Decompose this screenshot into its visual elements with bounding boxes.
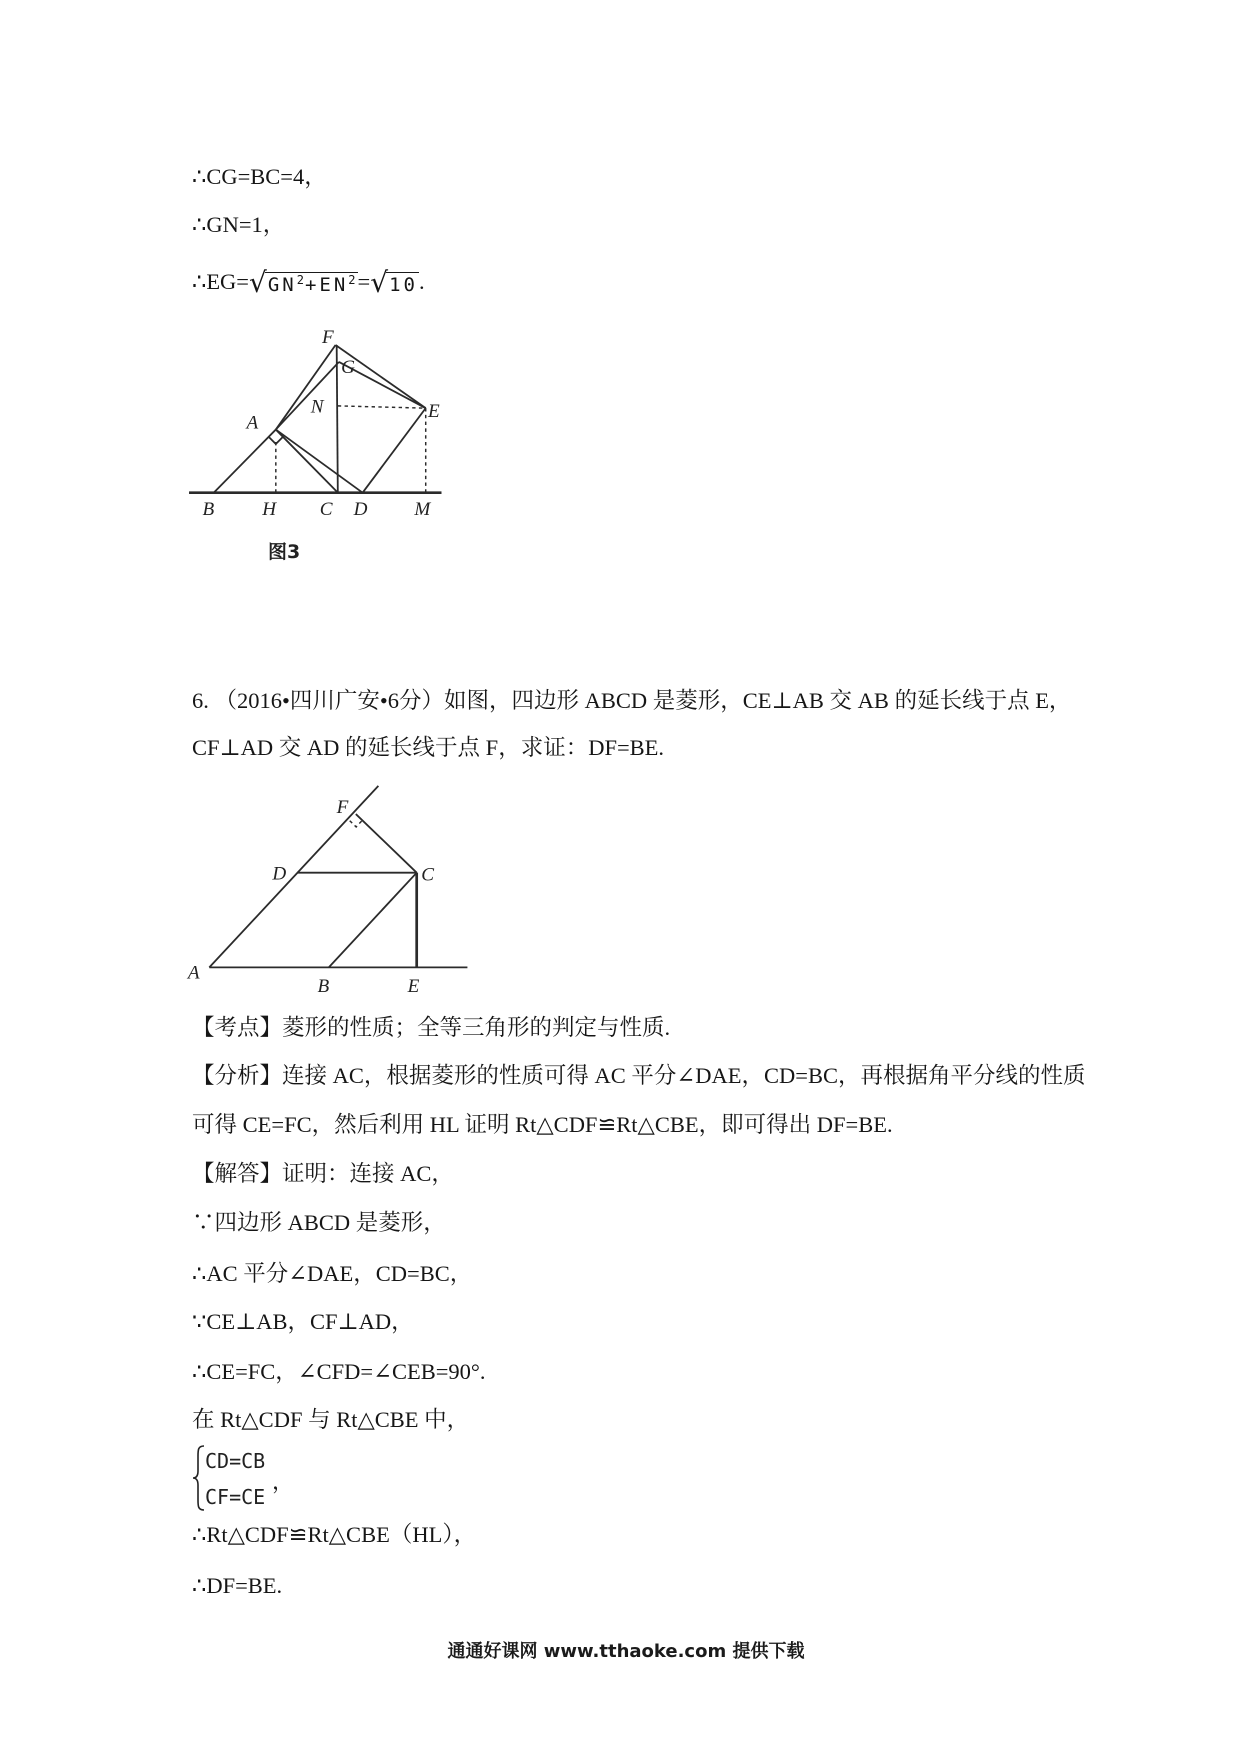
segment-ad: [276, 429, 363, 492]
point-label-m: M: [414, 499, 431, 521]
solution-line-eg: [192, 265, 425, 299]
proof-step-3: ∵CE⊥AB，CF⊥AD，: [192, 1309, 414, 1334]
exponent-en: 2: [348, 273, 357, 287]
point-label-e: E: [408, 975, 420, 997]
point-label-g: G: [341, 357, 356, 379]
proof-conclusion-2: ∴DF=BE.: [192, 1573, 283, 1598]
equation-system: [192, 1444, 295, 1514]
proof-step-2: ∴AC 平分∠DAE，CD=BC，: [192, 1261, 473, 1286]
point-label-a: A: [246, 412, 259, 434]
proof-step-4: ∴CE=FC，∠CFD=∠CEB=90°.: [192, 1359, 486, 1384]
problem-6-stem-line-1: 6. （2016•四川广安•6分）如图，四边形 ABCD 是菱形，CE⊥AB 交 AB 的延长线于点 E，: [192, 688, 1072, 713]
figure-3-caption: 图3: [268, 541, 301, 563]
point-label-c: C: [320, 499, 333, 521]
radical-gn-en: [249, 265, 358, 299]
point-label-h: H: [262, 499, 277, 521]
fenxi-tag: 【分析】: [192, 1063, 283, 1088]
figure-3-diagram: [180, 327, 462, 536]
point-label-c: C: [421, 864, 435, 886]
system-comma: ，: [272, 1469, 295, 1494]
segment-cf: [356, 814, 417, 873]
kaodian-line: [192, 1015, 670, 1041]
segment-ag: [276, 362, 339, 430]
point-label-b: B: [202, 499, 215, 521]
left-brace-icon: [192, 1444, 206, 1512]
right-angle-mark-f: [350, 820, 363, 827]
solution-line-gn: ∴GN=1，: [192, 212, 286, 237]
system-equation-1: CD=CB: [205, 1449, 266, 1473]
point-label-f: F: [337, 796, 349, 818]
segment-ab: [214, 429, 276, 492]
fenxi-text-1: 连接 AC，根据菱形的性质可得 AC 平分∠DAE，CD=BC，再根据角平分线的性质: [282, 1063, 1086, 1088]
eg-prefix: ∴EG=: [192, 269, 249, 294]
sqrt-symbol: √: [249, 266, 267, 299]
segment-af: [276, 345, 336, 430]
jieda-first: 证明：连接 AC，: [282, 1161, 454, 1186]
proof-conclusion-1: ∴Rt△CDF≌Rt△CBE（HL），: [192, 1522, 477, 1547]
point-label-a: A: [188, 962, 200, 984]
right-angle-mark-a: [269, 437, 283, 444]
kaodian-text: 菱形的性质；全等三角形的判定与性质.: [282, 1015, 671, 1040]
proof-step-5: 在 Rt△CDF 与 Rt△CBE 中，: [192, 1407, 470, 1432]
page-footer: 通通好课网 www.tthaoke.com 提供下载: [447, 1641, 805, 1662]
radical-10: [370, 265, 419, 299]
eg-equals: =: [357, 269, 371, 294]
rhombus-diagram: [180, 778, 479, 998]
point-label-n: N: [311, 396, 324, 418]
radicand-gn-en: [265, 272, 358, 296]
dashed-ne: [338, 406, 426, 408]
eg-suffix: .: [418, 269, 425, 294]
point-label-d: D: [272, 863, 287, 885]
point-label-e: E: [428, 401, 441, 423]
segment-fc: [337, 345, 338, 493]
radicand-term-gn: GN: [267, 274, 297, 296]
sqrt-symbol: √: [370, 266, 389, 299]
segment-ac: [276, 429, 338, 492]
segment-bc: [329, 872, 417, 967]
jieda-tag: 【解答】: [192, 1161, 283, 1186]
point-label-f: F: [322, 326, 335, 348]
segment-de: [363, 408, 426, 493]
proof-step-1: ∵四边形 ABCD 是菱形，: [192, 1210, 446, 1235]
fenxi-line-1: [192, 1063, 1085, 1089]
radicand-term-en: +EN: [304, 274, 349, 296]
kaodian-tag: 【考点】: [192, 1015, 283, 1040]
jieda-line: [192, 1161, 454, 1187]
radicand-10: 10: [386, 272, 419, 296]
exponent-gn: 2: [296, 273, 305, 287]
system-equation-2: CF=CE: [205, 1485, 266, 1509]
point-label-d: D: [353, 499, 368, 521]
problem-6-stem-line-2: CF⊥AD 交 AD 的延长线于点 F，求证：DF=BE.: [192, 735, 665, 760]
fenxi-line-2: 可得 CE=FC，然后利用 HL 证明 Rt△CDF≌Rt△CBE，即可得出 DF=BE.: [192, 1112, 893, 1137]
solution-line-cg: ∴CG=BC=4，: [192, 164, 327, 189]
point-label-b: B: [317, 975, 330, 997]
